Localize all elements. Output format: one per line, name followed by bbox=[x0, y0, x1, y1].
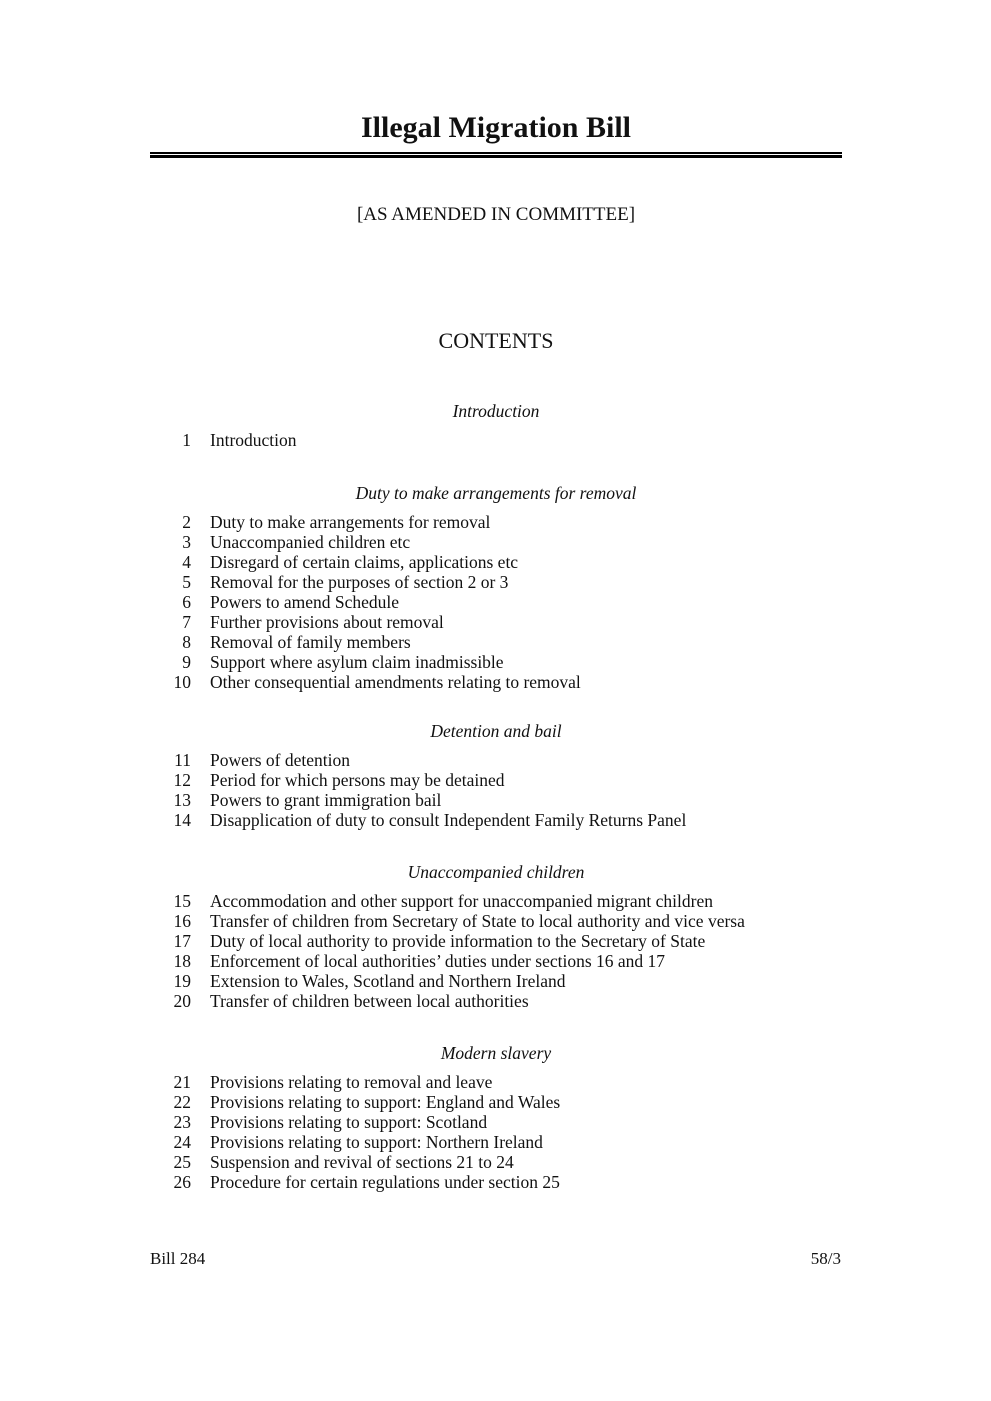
toc-entry[interactable] bbox=[150, 592, 842, 612]
entry-number: 19 bbox=[173, 971, 191, 991]
toc-entry[interactable] bbox=[150, 632, 842, 652]
entry-title: Duty of local authority to provide information to the Secretary of State bbox=[210, 931, 706, 951]
amendment-status: [AS AMENDED IN COMMITTEE] bbox=[356, 204, 636, 225]
entry-title: Powers of detention bbox=[210, 750, 350, 770]
entry-title: Provisions relating to support: Scotland bbox=[210, 1112, 488, 1132]
toc-entry[interactable] bbox=[150, 652, 842, 672]
entry-number: 1 bbox=[182, 430, 191, 450]
entry-number: 8 bbox=[182, 632, 191, 652]
toc-entry[interactable] bbox=[150, 1072, 842, 1092]
toc-section bbox=[150, 1042, 842, 1192]
title-rule-thick bbox=[150, 155, 842, 158]
entry-number: 23 bbox=[173, 1112, 191, 1132]
entry-number: 12 bbox=[173, 770, 191, 790]
toc-entry[interactable] bbox=[150, 1152, 842, 1172]
entry-title: Duty to make arrangements for removal bbox=[210, 512, 491, 532]
entry-title: Further provisions about removal bbox=[210, 612, 444, 632]
section-heading: Duty to make arrangements for removal bbox=[355, 483, 637, 503]
toc-entry[interactable] bbox=[150, 971, 842, 991]
section-heading: Detention and bail bbox=[430, 721, 562, 741]
toc-entry[interactable] bbox=[150, 790, 842, 810]
entry-number: 24 bbox=[173, 1132, 191, 1152]
entry-number: 17 bbox=[173, 931, 191, 951]
entry-title: Period for which persons may be detained bbox=[210, 770, 505, 790]
title-rule-thin bbox=[150, 152, 842, 154]
bill-reference: 58/3 bbox=[810, 1249, 841, 1268]
toc-entry[interactable] bbox=[150, 1092, 842, 1112]
toc-entry[interactable] bbox=[150, 672, 842, 692]
entry-title: Disapplication of duty to consult Independent Family Returns Panel bbox=[210, 810, 687, 830]
entry-number: 2 bbox=[182, 512, 191, 532]
entry-title: Transfer of children from Secretary of State to local authority and vice versa bbox=[210, 911, 745, 931]
contents-heading: CONTENTS bbox=[438, 328, 554, 353]
entry-title: Extension to Wales, Scotland and Northern Ireland bbox=[210, 971, 566, 991]
entry-number: 10 bbox=[173, 672, 191, 692]
entry-title: Provisions relating to removal and leave bbox=[210, 1072, 493, 1092]
entry-title: Introduction bbox=[210, 430, 297, 450]
toc-entry[interactable] bbox=[150, 770, 842, 790]
entry-title: Removal of family members bbox=[210, 632, 411, 652]
entry-number: 11 bbox=[174, 750, 191, 770]
entry-number: 9 bbox=[182, 652, 191, 672]
entry-number: 14 bbox=[173, 810, 191, 830]
toc-entry[interactable] bbox=[150, 750, 842, 770]
entry-number: 21 bbox=[173, 1072, 191, 1092]
toc-entry[interactable] bbox=[150, 810, 842, 830]
entry-title: Disregard of certain claims, applications etc bbox=[210, 552, 519, 572]
entry-number: 5 bbox=[182, 572, 191, 592]
toc-entry[interactable] bbox=[150, 951, 842, 971]
entry-title: Provisions relating to support: England and Wales bbox=[210, 1092, 561, 1112]
entry-title: Suspension and revival of sections 21 to 24 bbox=[210, 1152, 514, 1172]
entry-title: Other consequential amendments relating to removal bbox=[210, 672, 581, 692]
entry-title: Provisions relating to support: Northern Ireland bbox=[210, 1132, 543, 1152]
toc-section bbox=[150, 482, 842, 692]
entry-number: 26 bbox=[173, 1172, 191, 1192]
section-heading: Introduction bbox=[452, 401, 540, 421]
section-heading: Modern slavery bbox=[440, 1043, 552, 1063]
toc-section bbox=[150, 861, 842, 1011]
entry-number: 25 bbox=[173, 1152, 191, 1172]
entry-title: Procedure for certain regulations under section 25 bbox=[210, 1172, 560, 1192]
toc-entry[interactable] bbox=[150, 532, 842, 552]
toc-entry[interactable] bbox=[150, 911, 842, 931]
toc-section bbox=[150, 720, 842, 830]
toc-entry[interactable] bbox=[150, 991, 842, 1011]
entry-number: 6 bbox=[182, 592, 191, 612]
toc-entry[interactable] bbox=[150, 1172, 842, 1192]
entry-number: 18 bbox=[173, 951, 191, 971]
entry-number: 4 bbox=[182, 552, 191, 572]
entry-number: 3 bbox=[182, 532, 191, 552]
entry-title: Accommodation and other support for unaccompanied migrant children bbox=[210, 891, 713, 911]
entry-title: Powers to amend Schedule bbox=[210, 592, 400, 612]
toc-entry[interactable] bbox=[150, 612, 842, 632]
toc-entry[interactable] bbox=[150, 430, 842, 450]
entry-title: Enforcement of local authorities’ duties under sections 16 and 17 bbox=[210, 951, 666, 971]
toc-entry[interactable] bbox=[150, 512, 842, 532]
entry-title: Support where asylum claim inadmissible bbox=[210, 652, 504, 672]
entry-number: 13 bbox=[173, 790, 191, 810]
entry-number: 22 bbox=[173, 1092, 191, 1112]
toc-entry[interactable] bbox=[150, 552, 842, 572]
toc-section bbox=[150, 400, 842, 450]
entry-title: Transfer of children between local authorities bbox=[210, 991, 529, 1011]
bill-number: Bill 284 bbox=[150, 1249, 206, 1268]
toc-entry[interactable] bbox=[150, 572, 842, 592]
page-title: Illegal Migration Bill bbox=[361, 111, 631, 144]
toc-entry[interactable] bbox=[150, 1132, 842, 1152]
entry-number: 16 bbox=[173, 911, 191, 931]
toc-entry[interactable] bbox=[150, 931, 842, 951]
entry-title: Unaccompanied children etc bbox=[210, 532, 411, 552]
toc-entry[interactable] bbox=[150, 891, 842, 911]
entry-number: 20 bbox=[173, 991, 191, 1011]
entry-title: Powers to grant immigration bail bbox=[210, 790, 442, 810]
toc-entry[interactable] bbox=[150, 1112, 842, 1132]
entry-number: 7 bbox=[182, 612, 191, 632]
section-heading: Unaccompanied children bbox=[407, 862, 585, 882]
entry-number: 15 bbox=[173, 891, 191, 911]
entry-title: Removal for the purposes of section 2 or 3 bbox=[210, 572, 509, 592]
